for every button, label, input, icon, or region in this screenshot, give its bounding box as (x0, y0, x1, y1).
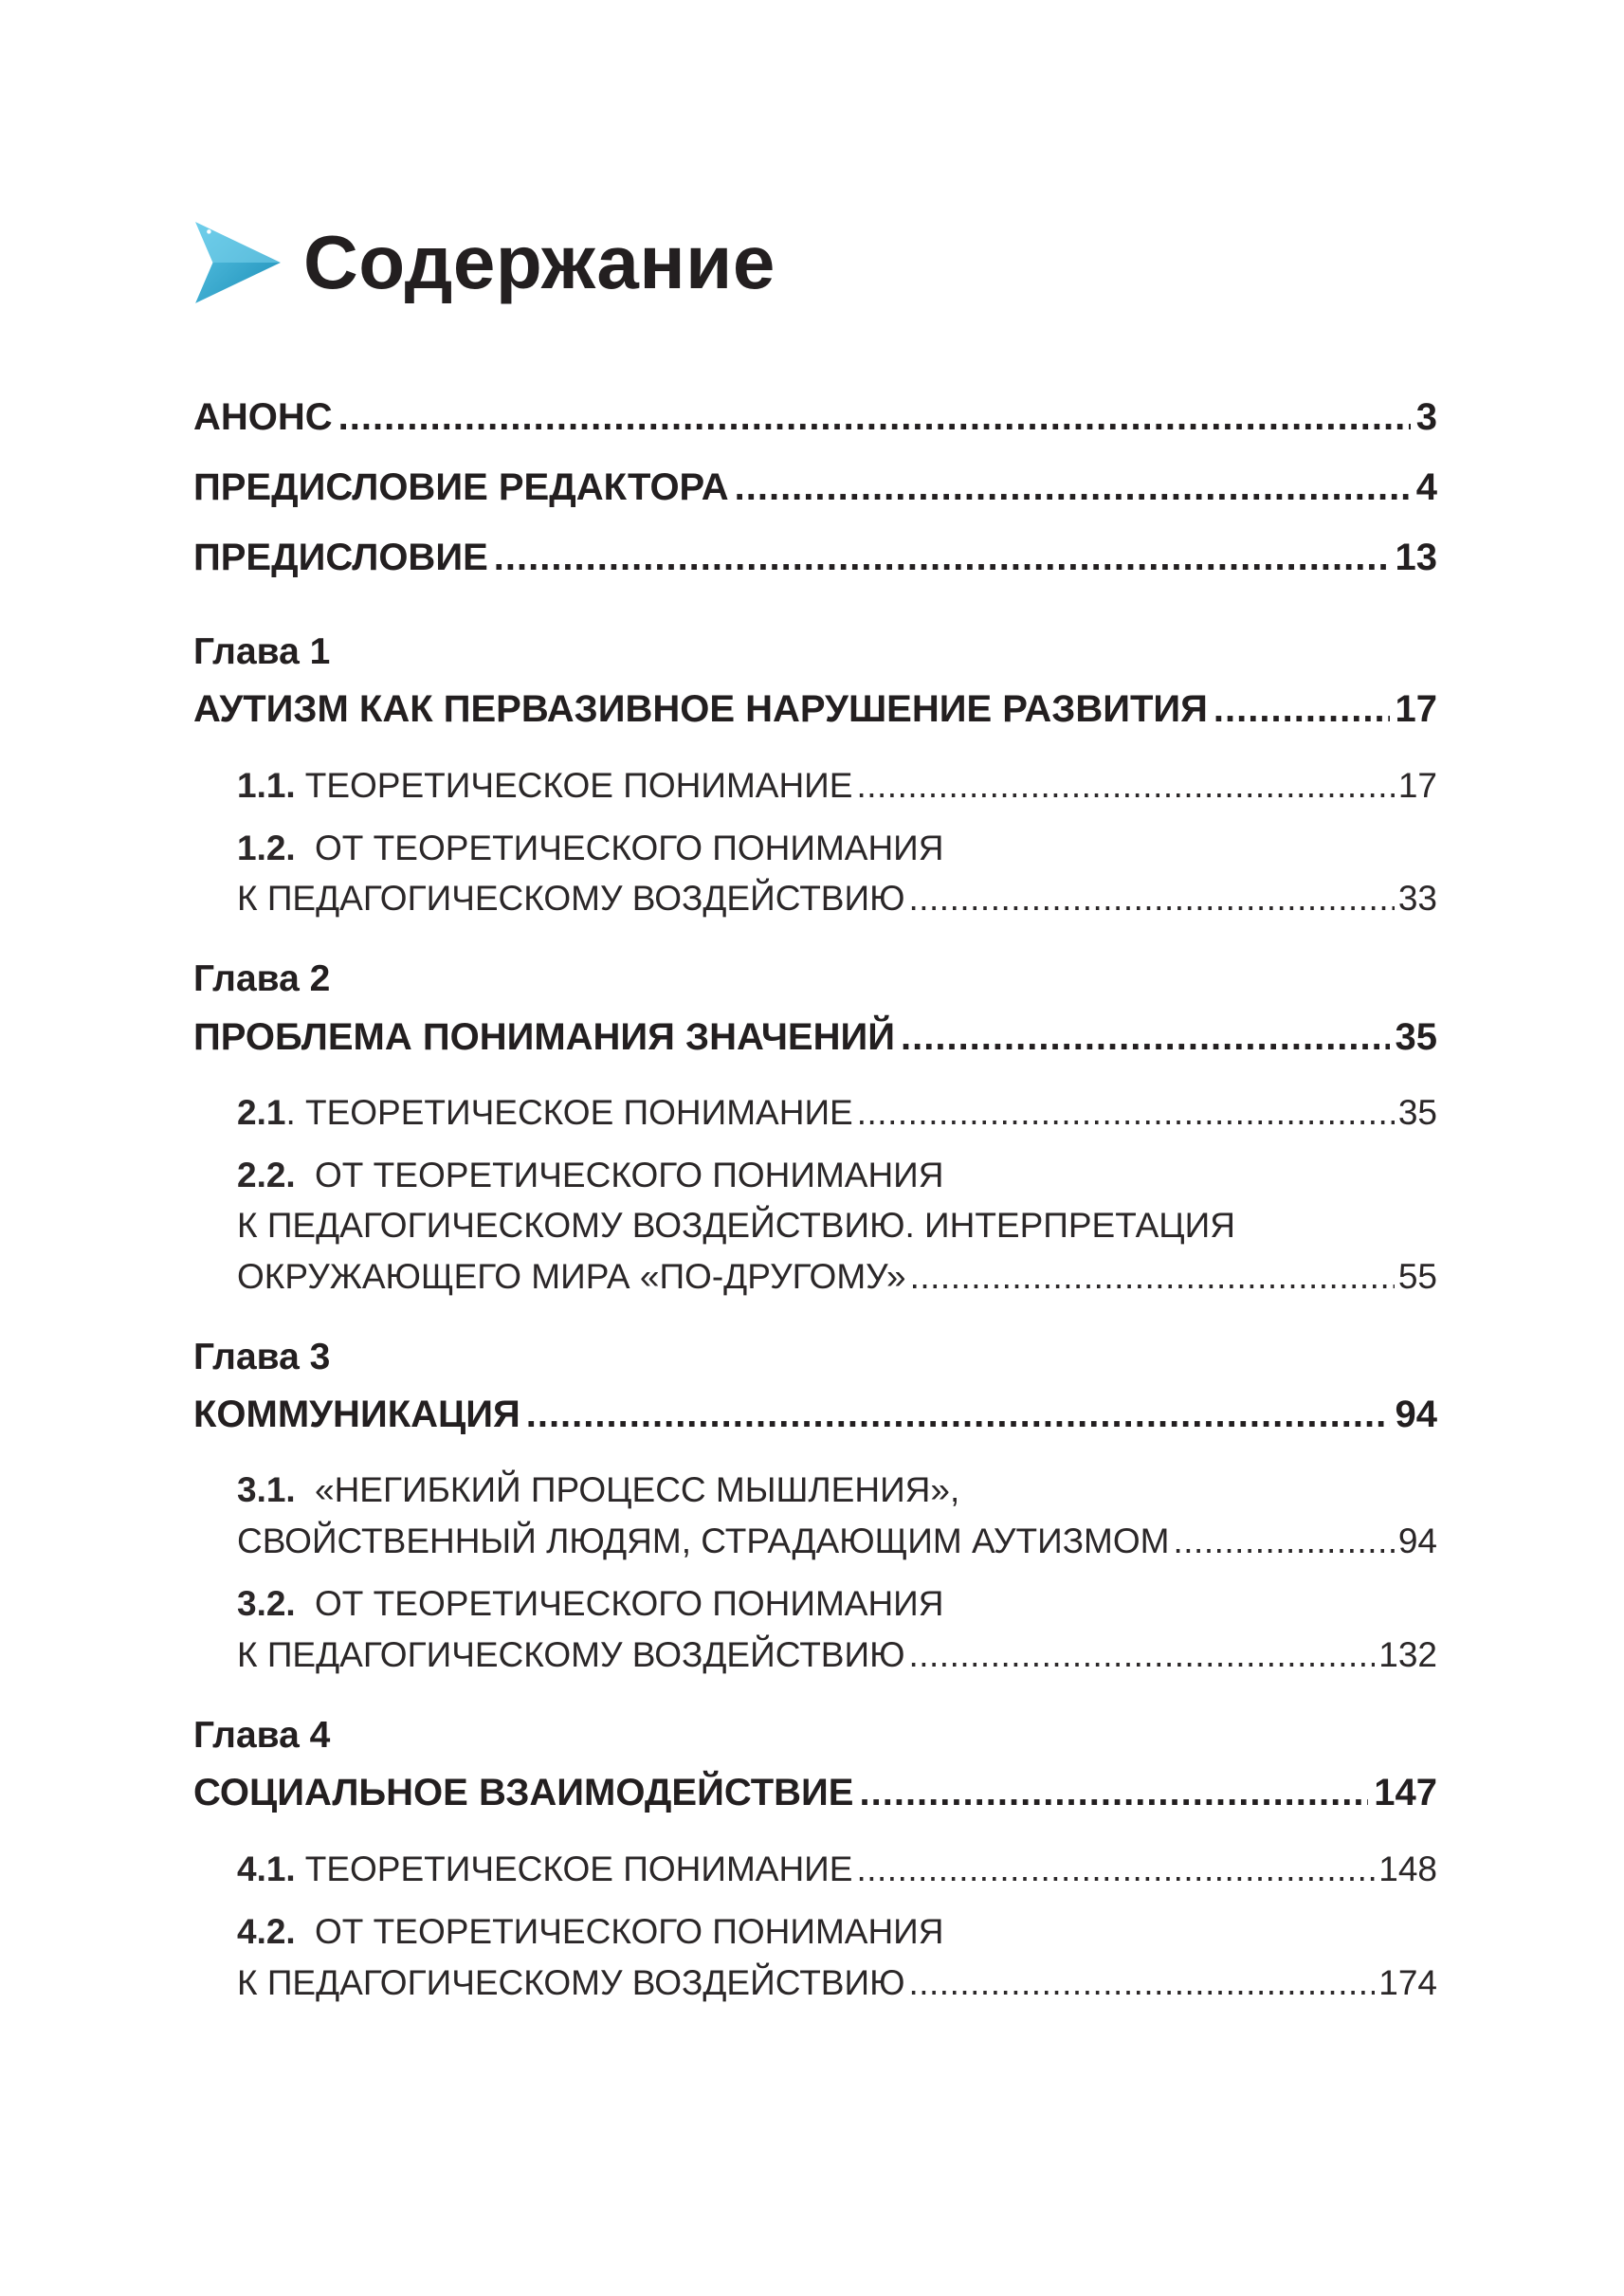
toc-section-4-2[interactable] (237, 1912, 944, 1952)
section-number: 1.1. (237, 766, 296, 805)
toc-page-number: 35 (1397, 1093, 1437, 1132)
dot-leader (338, 396, 1411, 439)
toc-chapter-3[interactable] (193, 1394, 1437, 1436)
toc-entry-title: АНОНС (193, 396, 333, 438)
toc-page-number: 94 (1397, 1522, 1437, 1560)
toc-section-2-2[interactable] (237, 1156, 944, 1195)
toc-entry-title: ПРОБЛЕМА ПОНИМАНИЯ ЗНАЧЕНИЙ (193, 1016, 895, 1058)
section-number: 3.1. (237, 1470, 296, 1509)
section-number: 1.2. (237, 829, 296, 867)
section-title: ТЕОРЕТИЧЕСКОЕ ПОНИМАНИЕ (304, 1850, 853, 1888)
section-number: 3.2. (237, 1584, 296, 1623)
chapter-label: Глава 2 (193, 958, 331, 999)
section-title: ТЕОРЕТИЧЕСКОЕ ПОНИМАНИЕ (304, 766, 853, 805)
dot-leader (856, 766, 1394, 806)
section-number: 4.2. (237, 1912, 296, 1951)
toc-entry-title: СОЦИАЛЬНОЕ ВЗАИМОДЕЙСТВИЕ (193, 1772, 854, 1813)
toc-page-number: 94 (1395, 1394, 1437, 1435)
section-title: ОТ ТЕОРЕТИЧЕСКОГО ПОНИМАНИЯ (315, 1584, 944, 1623)
toc-page-number: 17 (1397, 766, 1437, 805)
toc-page-number: 35 (1395, 1016, 1437, 1058)
toc-page-number: 17 (1395, 688, 1437, 730)
toc-chapter-4[interactable] (193, 1772, 1437, 1814)
toc-page-number: 148 (1378, 1850, 1437, 1888)
dot-leader (526, 1394, 1390, 1436)
section-title: СВОЙСТВЕННЫЙ ЛЮДЯМ, СТРАДАЮЩИМ АУТИЗМОМ (237, 1522, 1170, 1560)
dot-leader (901, 1016, 1390, 1059)
toc-section-1-1[interactable] (237, 766, 1437, 806)
dot-leader (856, 1850, 1375, 1889)
dot-leader (494, 537, 1390, 579)
dot-leader (735, 466, 1411, 509)
toc-section-3-1-line[interactable] (237, 1522, 1437, 1561)
arrow-icon (190, 214, 286, 311)
chapter-label: Глава 1 (193, 631, 331, 672)
toc-section-3-2-line[interactable] (237, 1635, 1437, 1675)
section-title: К ПЕДАГОГИЧЕСКОМУ ВОЗДЕЙСТВИЮ (237, 1635, 905, 1674)
dot-leader (857, 1093, 1395, 1133)
toc-section-2-1[interactable] (237, 1093, 1437, 1133)
toc-entry-title: ПРЕДИСЛОВИЕ (193, 537, 488, 578)
section-title: . ТЕОРЕТИЧЕСКОЕ ПОНИМАНИЕ (285, 1093, 853, 1132)
toc-section-2-2-last-line[interactable] (237, 1257, 1437, 1297)
dot-leader (908, 1963, 1375, 2003)
section-number: 2.2. (237, 1156, 296, 1194)
chapter-label: Глава 4 (193, 1715, 331, 1756)
toc-chapter-1[interactable] (193, 688, 1437, 731)
toc-page-number: 13 (1395, 537, 1437, 578)
toc-entry-editor-preface[interactable] (193, 466, 1437, 509)
section-title: ОТ ТЕОРЕТИЧЕСКОГО ПОНИМАНИЯ (315, 1156, 944, 1194)
dot-leader (1213, 688, 1390, 731)
toc-section-4-2-line[interactable] (237, 1963, 1437, 2003)
toc-section-4-1[interactable] (237, 1850, 1437, 1889)
toc-page-number: 3 (1415, 396, 1437, 438)
toc-section-1-2-line[interactable] (237, 879, 1437, 919)
toc-section-3-2[interactable] (237, 1584, 944, 1624)
section-title: К ПЕДАГОГИЧЕСКОМУ ВОЗДЕЙСТВИЮ. ИНТЕРПРЕТАЦИЯ (237, 1206, 1235, 1245)
section-title: ОТ ТЕОРЕТИЧЕСКОГО ПОНИМАНИЯ (315, 1912, 944, 1951)
chapter-label: Глава 3 (193, 1337, 331, 1377)
section-title: «НЕГИБКИЙ ПРОЦЕСС МЫШЛЕНИЯ», (315, 1470, 960, 1509)
page-title: Содержание (303, 220, 776, 304)
toc-page-number: 147 (1374, 1772, 1437, 1813)
toc-entry-title: АУТИЗМ КАК ПЕРВАЗИВНОЕ НАРУШЕНИЕ РАЗВИТИЯ (193, 688, 1208, 730)
toc-section-3-1[interactable] (237, 1470, 959, 1510)
section-number: 2.1 (237, 1093, 286, 1132)
dot-leader (908, 1635, 1375, 1675)
section-title: ОТ ТЕОРЕТИЧЕСКОГО ПОНИМАНИЯ (315, 829, 944, 867)
section-number: 4.1. (237, 1850, 296, 1888)
section-title: К ПЕДАГОГИЧЕСКОМУ ВОЗДЕЙСТВИЮ (237, 879, 905, 918)
dot-leader (908, 879, 1394, 919)
dot-leader (859, 1772, 1368, 1814)
dot-leader (910, 1257, 1395, 1297)
toc-entry-title: ПРЕДИСЛОВИЕ РЕДАКТОРА (193, 466, 729, 508)
section-title: К ПЕДАГОГИЧЕСКОМУ ВОЗДЕЙСТВИЮ (237, 1963, 905, 2002)
section-title: ОКРУЖАЮЩЕГО МИРА «ПО-ДРУГОМУ» (237, 1257, 906, 1296)
toc-page-number: 132 (1378, 1635, 1437, 1674)
toc-page-number: 174 (1378, 1963, 1437, 2002)
toc-page-number: 4 (1415, 466, 1437, 508)
toc-entry-title: КОММУНИКАЦИЯ (193, 1394, 520, 1435)
toc-page-number: 33 (1397, 879, 1437, 918)
toc-section-1-2[interactable] (237, 829, 944, 868)
toc-section-2-2-line (237, 1206, 1235, 1246)
toc-chapter-2[interactable] (193, 1016, 1437, 1059)
toc-page-number: 55 (1397, 1257, 1437, 1296)
toc-entry-preface[interactable] (193, 537, 1437, 579)
toc-header (190, 210, 776, 315)
dot-leader (1173, 1522, 1394, 1561)
toc-entry-anons[interactable] (193, 396, 1437, 439)
